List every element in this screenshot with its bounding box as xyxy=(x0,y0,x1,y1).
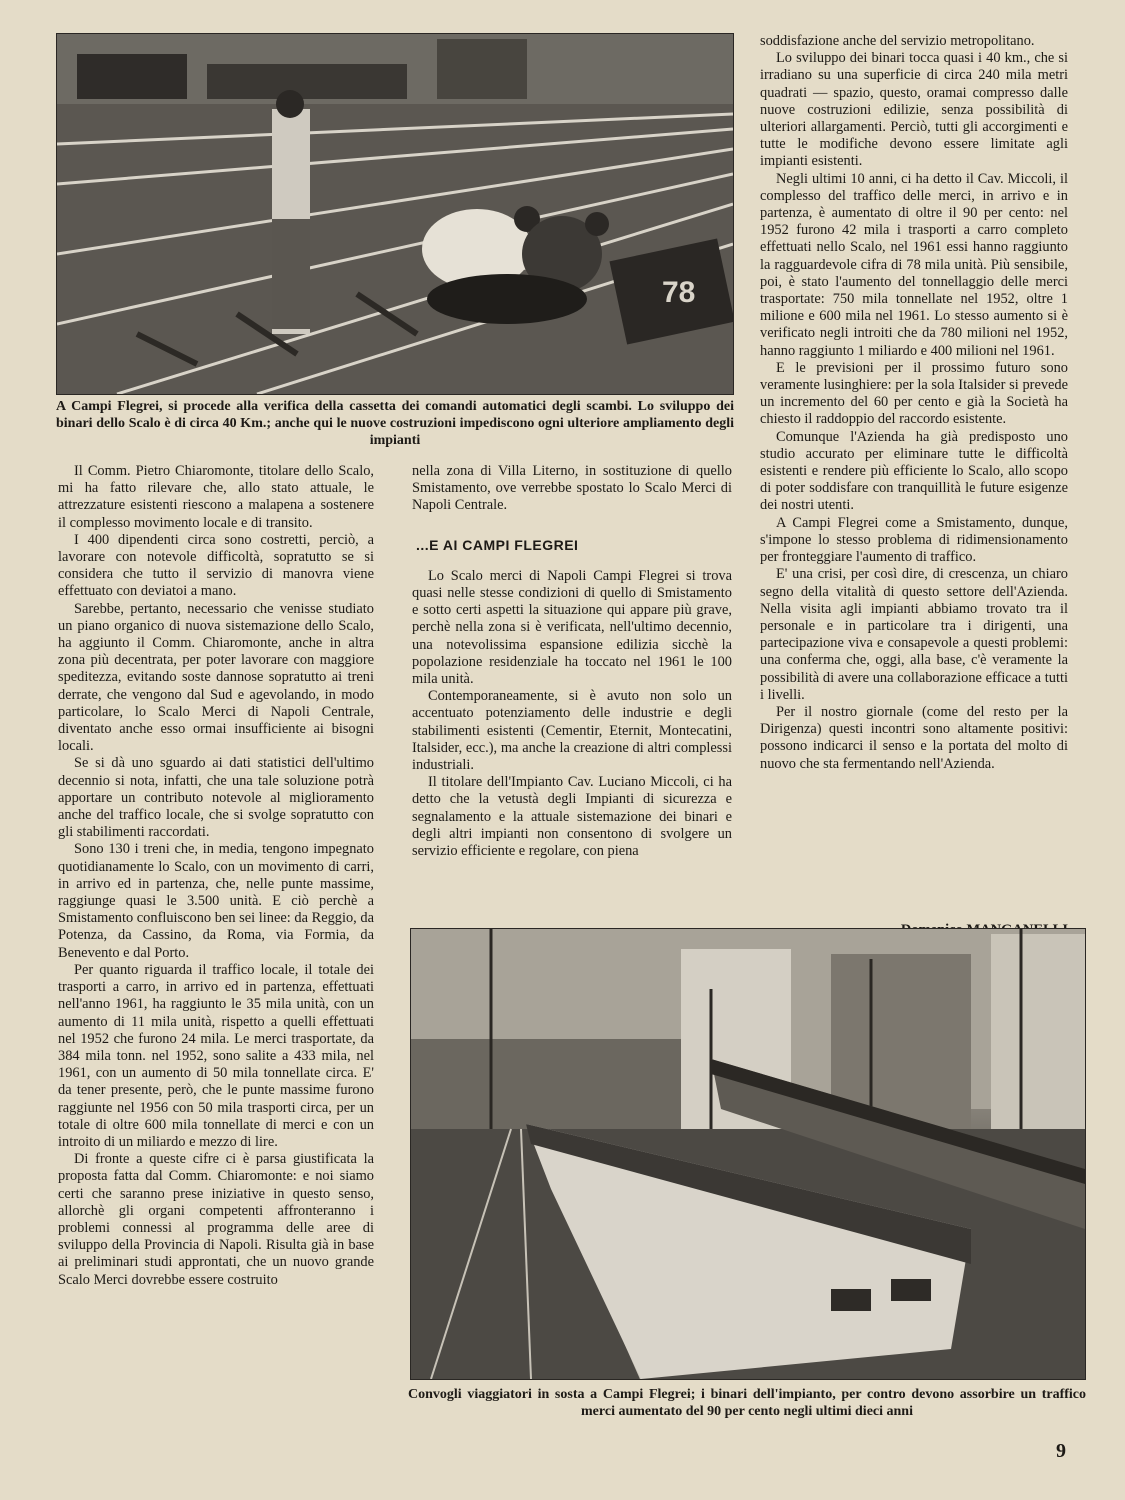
section-heading: ...E AI CAMPI FLEGREI xyxy=(416,536,579,553)
paragraph: nella zona di Villa Literno, in sostituzione di quello Smistamento, ove verrebbe spostato lo Scalo Merci di Napoli Centrale. xyxy=(412,463,732,514)
paragraph: Il Comm. Pietro Chiaromonte, titolare dello Scalo, mi ha fatto rilevare che, allo stato attuale, le attrezzature esistenti riescono a malapena a sostenere il complesso movimento locale e di transito. xyxy=(58,463,374,531)
paragraph: I 400 dipendenti circa sono costretti, perciò, a lavorare con notevole difficoltà, sopratutto se si considera che tutto il servizio di manovra viene effettuato con deviatoi a mano. xyxy=(58,531,374,600)
photo-passenger-trains-caption: Convogli viaggiatori in sosta a Campi Flegrei; i binari dell'impianto, per contro devono assorbire un traffico merci aumentato del 90 per cento negli ultimi dieci anni xyxy=(408,1387,1086,1419)
photo-passenger-trains-drawing xyxy=(411,929,1085,1379)
photo-track-workers-drawing xyxy=(57,34,733,394)
paragraph: Per quanto riguarda il traffico locale, il totale dei trasporti a carro, in arrivo ed in partenza, effettuati nell'anno 1961, ha raggiunto le 35 mila unità, con un aumento di 11 mila unità, rispetto a quelli effettuati nel 1952 che furono 24 mila. Le merci trasportate, da 384 mila tonn. nel 1952, sono salite a 433 mila, nel 1961, con un aumento di 50 mila tonnellate circa. E' da tener presente, però, che le punte massime furono raggiunte nel 1956 con 50 mila trasporti circa, per un totale di oltre 600 mila tonnellate di merci e con un introito di un miliardo e mezzo di lire. xyxy=(58,961,374,1150)
paragraph: E' una crisi, per così dire, di crescenza, un chiaro segno della vitalità di questo settore dell'Azienda. Nella visita agli impianti abbiamo trovato tra il personale e in particolare tra i dirigenti, una partecipazione viva e consapevole a questi problemi: una conferma che, oggi, alla base, c'è veramente la possibilità di avere una collaborazione efficace a tutti i livelli. xyxy=(760,566,1068,703)
paragraph: Per il nostro giornale (come del resto per la Dirigenza) questi incontri sono altamente positivi: possono indicarci il senso e la portata del molto di nuovo che sta fermentando nell'Azienda. xyxy=(760,703,1068,772)
paragraph: Sarebbe, pertanto, necessario che venisse studiato un piano organico di nuova sistemazione dello Scalo, ha aggiunto il Comm. Chiaromonte, anche in altra zona più decentrata, per poter lavorare con maggiore speditezza, evitando soste dannose sopratutto ai treni derrate, che vengono dal Sud e agevolando, in modo particolare, lo Scalo Merci di Napoli Centrale, diventato anche esso ormai insufficiente ai bisogni locali. xyxy=(58,600,374,755)
paragraph: E le previsioni per il prossimo futuro sono veramente lusinghiere: per la sola Italsider si prevede un incremento del 60 per cento e già la Società ha chiesto il raddoppio del raccordo esistente. xyxy=(760,359,1068,428)
paragraph: Lo Scalo merci di Napoli Campi Flegrei si trova quasi nelle stesse condizioni di quello di Smistamento e sotto certi aspetti la situazione qui appare più grave, perchè nella zona si è verificata, nell'ultimo decennio, una notevolissima espansione edilizia sicchè la popolazione residenziale ha toccato nel 1961 le 100 mila unità. xyxy=(412,567,732,688)
paragraph: Contemporaneamente, si è avuto non solo un accentuato potenziamento delle industrie e degli stabilimenti esistenti (Cementir, Eternit, Montecatini, Italsider, ecc.), ma anche la creazione di altri complessi industriali. xyxy=(412,688,732,774)
article-column-3 xyxy=(760,33,1068,773)
article-column-1 xyxy=(58,463,374,1289)
paragraph: Comunque l'Azienda ha già predisposto uno studio accurato per eliminare tutte le difficoltà esistenti e rendere più efficiente lo Scalo, allo scopo di poter soddisfare con tranquillità le future esigenze dei nostri utenti. xyxy=(760,428,1068,514)
photo-passenger-trains xyxy=(410,928,1086,1380)
paragraph: Il titolare dell'Impianto Cav. Luciano Miccoli, ci ha detto che la vetustà degli Impianti di sicurezza e segnalamento e la attuale sistemazione dei binari e degli altri impianti non consentono di svolgere un servizio efficiente e regolare, con piena xyxy=(412,774,732,860)
page-number: 9 xyxy=(1056,1440,1066,1462)
paragraph: Se si dà uno sguardo ai dati statistici dell'ultimo decennio si nota, infatti, che una tale soluzione potrà apportare un contributo notevole al miglioramento anche del traffico locale, che si svolge sopratutto con gli stabilimenti raccordati. xyxy=(58,755,374,841)
paragraph: Sono 130 i treni che, in media, tengono impegnato quotidianamente lo Scalo, con un movimento di carri, in arrivo ed in partenza, che, nelle punte massime, raggiunge quasi le 3.500 unità. E ciò perchè a Smistamento confluiscono ben sei linee: da Reggio, da Potenza, da Cassino, da Roma, via Formia, da Benevento e dal Porto. xyxy=(58,841,374,961)
paragraph: A Campi Flegrei come a Smistamento, dunque, s'impone lo stesso problema di ridimensionamento per fronteggiare l'aumento di traffico. xyxy=(760,514,1068,566)
photo-track-workers xyxy=(56,33,734,395)
paragraph: Negli ultimi 10 anni, ci ha detto il Cav. Miccoli, il complesso del traffico delle merci, in arrivo e in partenza, è aumentato di oltre il 90 per cento: nel 1952 furono 42 mila i trasporti a carro completo effettuati nello Scalo, nel 1961 essi hanno raggiunto la ragguardevole cifra di 78 mila unità. Più sensibile, poi, è stato l'aumento del tonnellaggio delle merci trasportate: 750 mila tonnellate nel 1952, oltre 1 milione e 600 mila nel 1961. Lo stesso aumento si è verificato negli introiti che da 780 milioni nel 1952, hanno raggiunto 1 miliardo e 400 milioni nel 1961. xyxy=(760,170,1068,359)
paragraph: Di fronte a queste cifre ci è parsa giustificata la proposta fatta dal Comm. Chiaromonte: e noi siamo certi che saranno prese iniziative in questo senso, allorchè gli organi competenti affronteranno i problemi connessi al programma delle aree di sviluppo della Provincia di Napoli. Risulta già in base ai preliminari studi approntati, che un nuovo grande Scalo Merci dovrebbe essere costruito xyxy=(58,1151,374,1288)
paragraph: Lo sviluppo dei binari tocca quasi i 40 km., che si irradiano su una superficie di circa 240 mila metri quadrati — spazio, questo, oramai compresso dalle nuove costruzioni edilizie, senza possibilità di ulteriori allargamenti. Perciò, tutti gli accorgimenti e tutte le modifiche devono essere limitate agli impianti esistenti. xyxy=(760,50,1068,170)
article-column-2 xyxy=(412,463,732,860)
track-sign-number: 78 xyxy=(662,276,696,309)
paragraph: soddisfazione anche del servizio metropolitano. xyxy=(760,33,1035,49)
photo-track-workers-caption: A Campi Flegrei, si procede alla verifica della cassetta dei comandi automatici degli scambi. Lo sviluppo dei binari dello Scalo è di circa 40 Km.; anche qui le nuove costruzioni impediscono ogni ulteriore ampliamento degli impianti xyxy=(56,399,734,448)
